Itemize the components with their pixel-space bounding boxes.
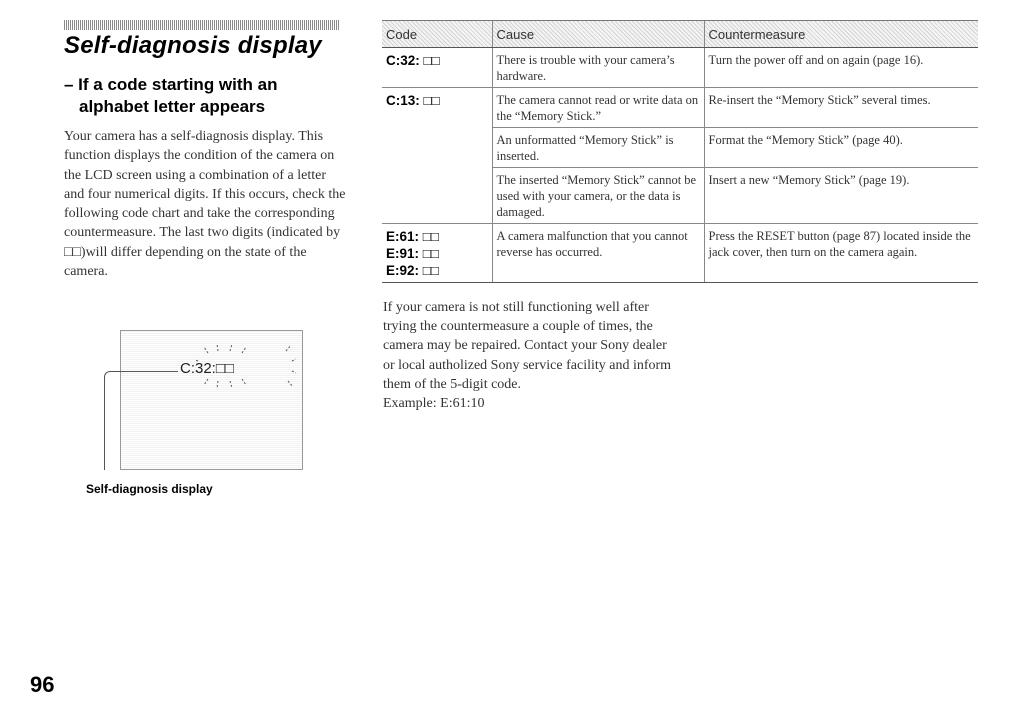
table-row	[382, 88, 978, 128]
code-cell	[382, 224, 492, 283]
code-e91: E:91: □□	[386, 246, 440, 261]
intro-paragraph: Your camera has a self-diagnosis display. This function displays the condition of the camera on the LCD screen using a combination of a letter and four numerical digits. If this occurs, check the following code chart and take the corresponding countermeasure. The last two digits (indicated by □□)will differ depending on the state of the camera.	[64, 129, 346, 280]
countermeasure-cell: Turn the power off and on again (page 16).	[704, 48, 978, 88]
subheading	[64, 74, 344, 118]
code-e92: E:92: □□	[386, 263, 440, 278]
cause-cell: The camera cannot read or write data on the “Memory Stick.”	[492, 88, 704, 128]
title-decor-bar	[64, 20, 340, 30]
header-cause: Cause	[492, 21, 704, 48]
code-e61: E:61: □□	[386, 229, 440, 244]
follow-up-text	[383, 298, 673, 413]
table-row	[382, 168, 978, 224]
cause-cell: The inserted “Memory Stick” cannot be used with your camera, or the data is damaged.	[492, 168, 704, 224]
table-row	[382, 224, 978, 283]
countermeasure-cell: Press the RESET button (page 87) located inside the jack cover, then turn on the camera again.	[704, 224, 978, 283]
lcd-code-readout: C:32:□□	[180, 360, 234, 377]
code-cell	[382, 128, 492, 168]
code-cell: C:13: □□	[382, 88, 492, 128]
page-title: Self-diagnosis display	[64, 32, 322, 59]
code-cell	[382, 168, 492, 224]
callout-leader-line	[104, 371, 121, 470]
page-number: 96	[30, 672, 55, 697]
callout-leader-line-horizontal	[120, 371, 178, 372]
subheading-line-1: – If a code starting with an	[64, 75, 278, 94]
example-line: Example: E:61:10	[383, 396, 485, 412]
cause-cell: There is trouble with your camera’s hardware.	[492, 48, 704, 88]
cause-cell: A camera malfunction that you cannot reverse has occurred.	[492, 224, 704, 283]
table-row	[382, 128, 978, 168]
follow-up-paragraph: If your camera is not still functioning well after trying the countermeasure a couple of times, the camera may be repaired. Contact your Sony dealer or local autholized Sony service facility and inform them of the 5-digit code.	[383, 300, 672, 392]
header-countermeasure: Countermeasure	[704, 21, 978, 48]
code-cell: C:32: □□	[386, 53, 440, 68]
countermeasure-cell: Insert a new “Memory Stick” (page 19).	[704, 168, 978, 224]
table-row	[382, 48, 978, 88]
table-header-row	[382, 21, 978, 48]
figure-caption: Self-diagnosis display	[86, 482, 213, 496]
code-table	[382, 20, 978, 283]
subheading-line-2: alphabet letter appears	[79, 97, 266, 116]
countermeasure-cell: Format the “Memory Stick” (page 40).	[704, 128, 978, 168]
cause-cell: An unformatted “Memory Stick” is inserted.	[492, 128, 704, 168]
header-code: Code	[382, 21, 492, 48]
countermeasure-cell: Re-insert the “Memory Stick” several times.	[704, 88, 978, 128]
